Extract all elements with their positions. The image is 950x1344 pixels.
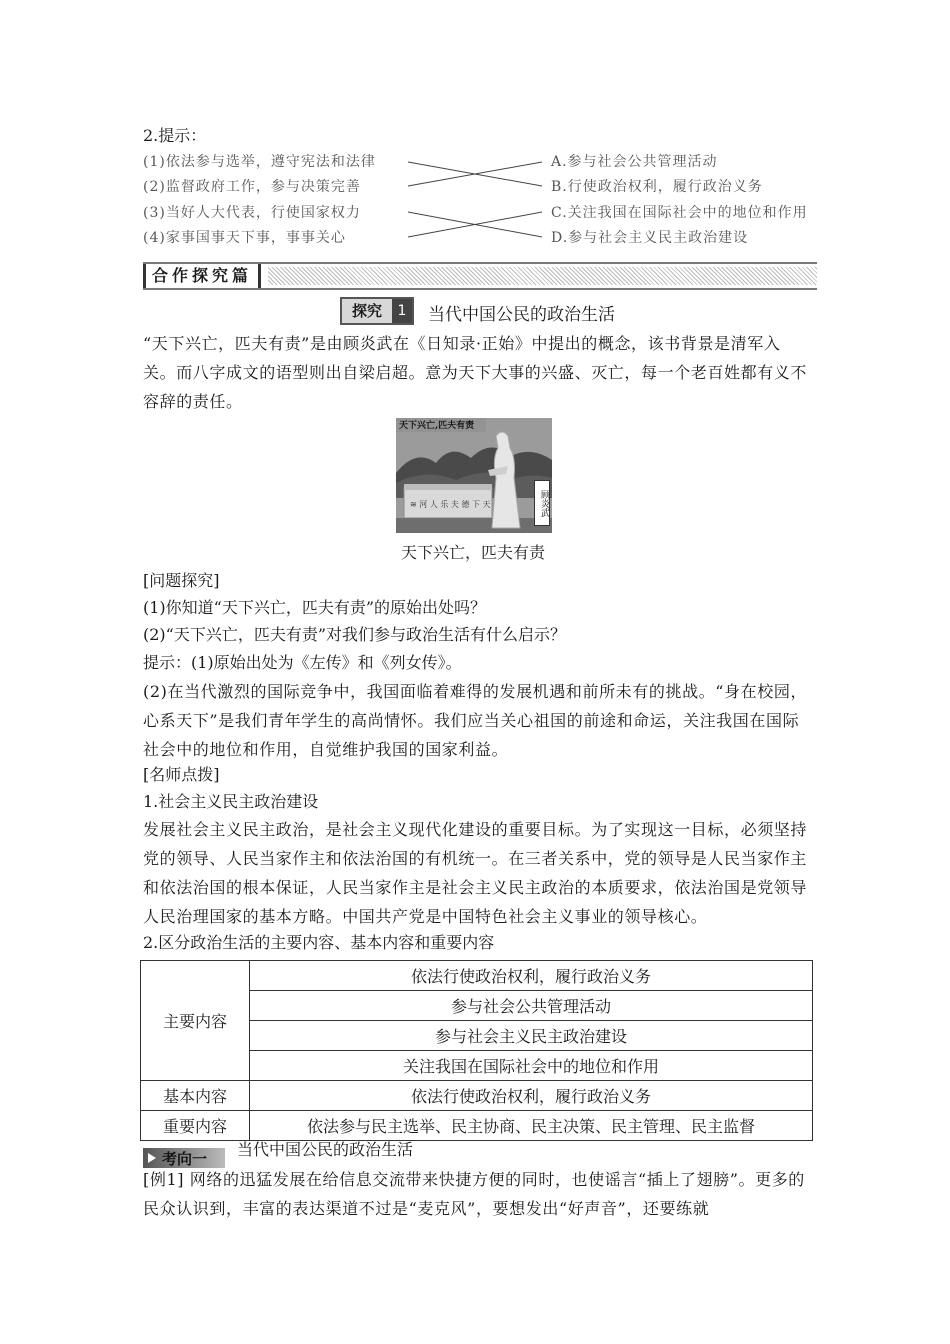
teacher-point-1-title: 1.社会主义民主政治建设 — [143, 792, 319, 811]
match-left-4: (4)家事国事天下事，事事关心 — [143, 230, 346, 246]
intro-paragraph: “天下兴亡，匹夫有责”是由顾炎武在《日知录·正始》中提出的概念，该书背景是清军入关。而八字成文的语型则出自梁启超。意为天下大事的兴盛、灭亡，每一个老百姓都有义不容辞的责任。 — [143, 334, 808, 411]
photo-overlay-text: 天下兴亡,匹夫有责 — [399, 421, 475, 431]
section-hatch-decoration — [268, 267, 817, 285]
table-main-item-1: 依法行使政治权利，履行政治义务 — [250, 961, 813, 991]
political-life-content-table — [140, 960, 813, 1141]
kaoxiang-title: 当代中国公民的政治生活 — [237, 1140, 414, 1159]
kaoxiang-label: 考向一 — [162, 1149, 208, 1168]
table-important-label: 重要内容 — [141, 1111, 250, 1141]
tanjiu-badge — [340, 297, 414, 325]
question-heading: [问题探究] — [143, 571, 220, 590]
table-basic-value: 依法行使政治权利，履行政治义务 — [250, 1081, 813, 1111]
table-basic-label: 基本内容 — [141, 1081, 250, 1111]
statue-name-label: 顾炎武 — [534, 480, 550, 526]
table-important-value: 依法参与民主选举、民主协商、民主决策、民主管理、民主监督 — [250, 1111, 813, 1141]
tanjiu-label: 探究 — [342, 299, 392, 323]
example-1-text: [例1] 网络的迅猛发展在给信息交流带来快捷方便的同时，也使谣言“插上了翅膀”。更多的民众认识到，丰富的表达渠道不过是“麦克风”，要想发出“好声音”，还要练就 — [143, 1170, 805, 1218]
photo-caption: 天下兴亡，匹夫有责 — [401, 543, 546, 562]
table-main-item-3: 参与社会主义民主政治建设 — [250, 1021, 813, 1051]
section-title: 合作探究篇 — [143, 264, 261, 288]
match-left-3: (3)当好人大代表，行使国家权力 — [143, 205, 361, 221]
teacher-point-2-title: 2.区分政治生活的主要内容、基本内容和重要内容 — [143, 933, 495, 952]
statue-scene-illustration — [396, 418, 552, 533]
match-right-d: D.参与社会主义民主政治建设 — [551, 230, 749, 246]
teacher-point-1-body: 发展社会主义民主政治，是社会主义现代化建设的重要目标。为了实现这一目标，必须坚持党的领导、人民当家作主和依法治国的有机统一。在三者关系中，党的领导是人民当家作主和依法治国的根本保证，人民当家作主是社会主义民主政治的本质要求，依法治国是党领导人民治理国家的基本方略。中国共产党是中国特色社会主义事业的领导核心。 — [143, 820, 808, 926]
matching-lines — [400, 150, 550, 250]
match-right-b: B.行使政治权利，履行政治义务 — [551, 179, 763, 195]
match-right-c: C.关注我国在国际社会中的地位和作用 — [551, 205, 808, 221]
match-left-1: (1)依法参与选举，遵守宪法和法律 — [143, 154, 376, 170]
question-1: (1)你知道“天下兴亡，匹夫有责”的原始出处吗？ — [143, 598, 487, 617]
hint-heading: 2.提示： — [143, 126, 207, 145]
gu-yanwu-statue-photo — [396, 418, 552, 533]
section-header-bar — [143, 262, 817, 290]
answer-2: (2)在当代激烈的国际竞争中，我国面临着难得的发展机遇和前所未有的挑战。“身在校园，心系天下”是我们青年学生的高尚情怀。我们应当关心祖国的前途和命运，关注我国在国际社会中的地位和作用，自觉维护我国的国家利益。 — [143, 682, 808, 759]
table-main-item-4: 关注我国在国际社会中的地位和作用 — [250, 1051, 813, 1081]
teacher-heading: [名师点拨] — [143, 765, 220, 784]
svg-text:≋ 河 人 乐 夫 德 下 天: ≋ 河 人 乐 夫 德 下 天 — [410, 500, 491, 509]
question-2: (2)“天下兴亡，匹夫有责”对我们参与政治生活有什么启示？ — [143, 625, 567, 644]
answer-1: 提示：(1)原始出处为《左传》和《列女传》。 — [143, 653, 462, 672]
match-left-2: (2)监督政府工作，参与决策完善 — [143, 179, 361, 195]
tanjiu-number: 1 — [392, 299, 412, 323]
match-right-a: A.参与社会公共管理活动 — [551, 154, 718, 170]
table-main-item-2: 参与社会公共管理活动 — [250, 991, 813, 1021]
play-arrow-icon — [148, 1153, 156, 1163]
table-main-label: 主要内容 — [141, 961, 250, 1081]
tanjiu-title: 当代中国公民的政治生活 — [428, 305, 615, 325]
